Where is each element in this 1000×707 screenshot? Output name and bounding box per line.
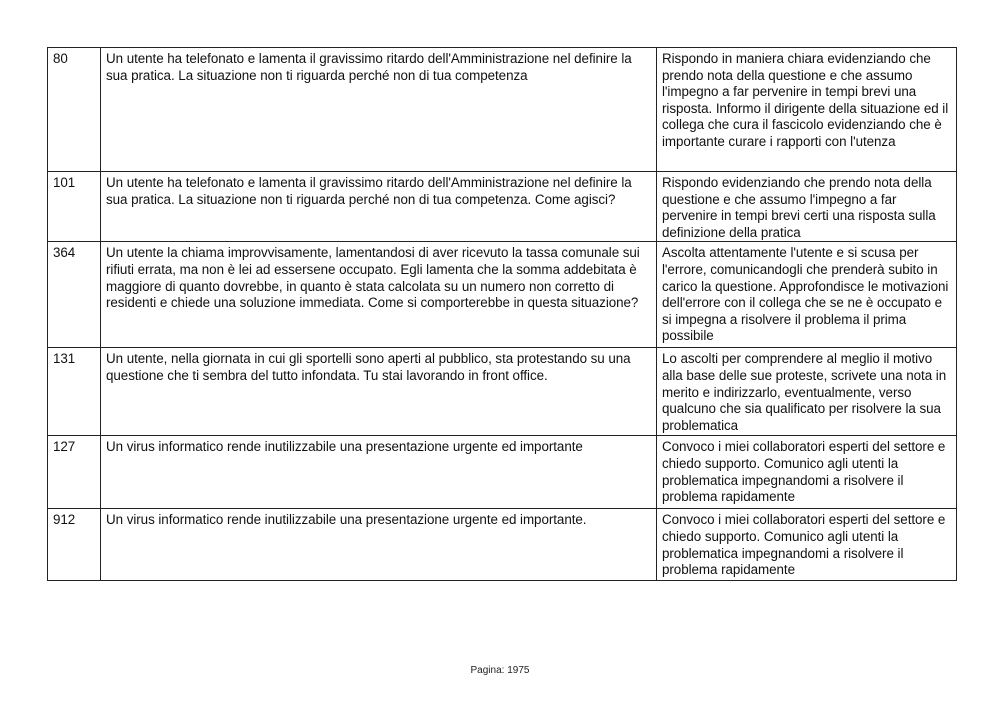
answer-text: Rispondo in maniera chiara evidenziando che prendo nota della questione e che assumo l'impegno a far pervenire in tempi brevi una risposta. Informo il dirigente della situazione ed il collega che cura il fascicolo evidenziando che è importante curare i rapporti con l'utenza <box>657 48 957 172</box>
answer-text: Rispondo evidenziando che prendo nota della questione e che assumo l'impegno a far pervenire in tempi brevi certi una risposta sulla definizione della pratica <box>657 172 957 242</box>
question-text: Un utente la chiama improvvisamente, lamentandosi di aver ricevuto la tassa comunale sui rifiuti errata, ma non è lei ad essersene occupato. Egli lamenta che la somma addebitata è maggiore di quanto dovrebbe, in quanto è stata calcolata su un numero non corretto di residenti e chiede una soluzione immediata. Come si comporterebbe in questa situazione? <box>101 242 657 348</box>
table-row <box>48 48 957 172</box>
question-number: 101 <box>48 172 101 242</box>
table-row <box>48 436 957 509</box>
questions-table <box>47 47 957 581</box>
table-row <box>48 348 957 436</box>
question-number: 80 <box>48 48 101 172</box>
answer-text: Convoco i miei collaboratori esperti del settore e chiedo supporto. Comunico agli utenti la problematica impegnandomi a risolvere il problema rapidamente <box>657 436 957 509</box>
answer-text: Lo ascolti per comprendere al meglio il motivo alla base delle sue proteste, scrivete una nota in merito e indirizzarlo, eventualmente, verso qualcuno che sia qualificato per risolvere la sua problematica <box>657 348 957 436</box>
question-text: Un utente ha telefonato e lamenta il gravissimo ritardo dell'Amministrazione nel definire la sua pratica. La situazione non ti riguarda perché non di tua competenza. Come agisci? <box>101 172 657 242</box>
answer-text: Convoco i miei collaboratori esperti del settore e chiedo supporto. Comunico agli utenti la problematica impegnandomi a risolvere il problema rapidamente <box>657 509 957 581</box>
question-text: Un virus informatico rende inutilizzabile una presentazione urgente ed importante. <box>101 509 657 581</box>
question-number: 127 <box>48 436 101 509</box>
question-number: 131 <box>48 348 101 436</box>
question-text: Un virus informatico rende inutilizzabile una presentazione urgente ed importante <box>101 436 657 509</box>
answer-text: Ascolta attentamente l'utente e si scusa per l'errore, comunicandogli che prenderà subito in carico la questione. Approfondisce le motivazioni dell'errore con il collega che se ne è occupato e si impegna a risolvere il problema il prima possibile <box>657 242 957 348</box>
table-row <box>48 509 957 581</box>
table-row <box>48 242 957 348</box>
question-number: 364 <box>48 242 101 348</box>
question-number: 912 <box>48 509 101 581</box>
page-number: Pagina: 1975 <box>470 665 530 676</box>
question-text: Un utente, nella giornata in cui gli sportelli sono aperti al pubblico, sta protestando su una questione che ti sembra del tutto infondata. Tu stai lavorando in front office. <box>101 348 657 436</box>
table-row <box>48 172 957 242</box>
question-text: Un utente ha telefonato e lamenta il gravissimo ritardo dell'Amministrazione nel definire la sua pratica. La situazione non ti riguarda perché non di tua competenza <box>101 48 657 172</box>
